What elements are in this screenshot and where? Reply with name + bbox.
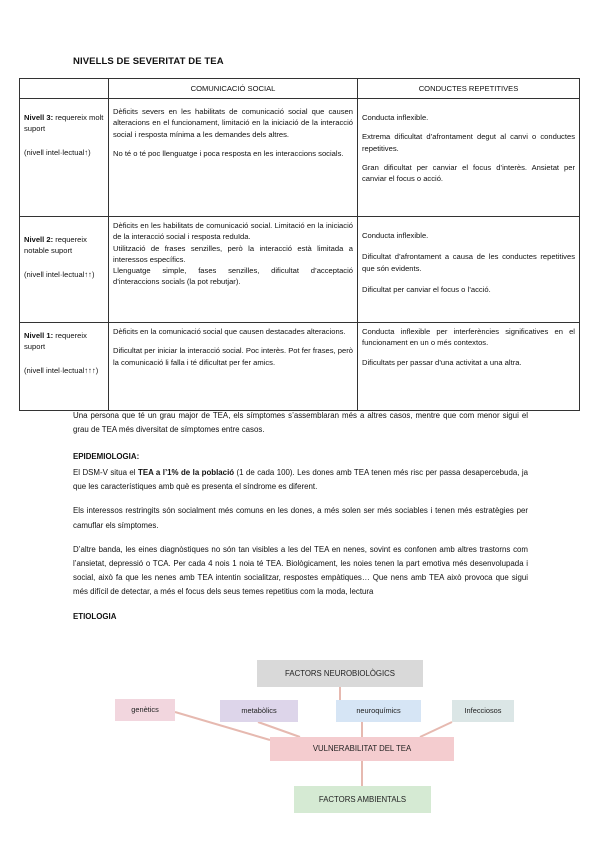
level-note: (nivell intel·lectual↑↑↑) bbox=[24, 365, 99, 375]
epidemiology-paragraph: D’altre banda, les eines diagnòstiques no són tan visibles a les del TEA en nenes, sovint es confonen amb altres trastorns com l’ansietat, depressió o TCA. Per cada 4 nois 1 noia té TEA. Biològicament, les noies tenen la part emotiva més desenvolupada i social, això fa que les nenes amb TEA intentin socialitzar, respostes empàtiques… Que nens amb TEA això provoca que sigui més difícil de detectar, a més el focus dels seus temes repetitius com la moda, lectura bbox=[73, 544, 528, 597]
table-header-social: COMUNICACIÓ SOCIAL bbox=[109, 79, 358, 99]
epidemiology-highlight: TEA a l’1% de la població bbox=[138, 468, 235, 477]
social-text: Dèficits en la comunicació social que causen destacades alteracions. bbox=[113, 327, 346, 337]
level-note: (nivell intel·lectual↑↑) bbox=[24, 269, 95, 279]
factor-genetics-box: genètics bbox=[115, 699, 175, 721]
vulnerability-box: VULNERABILITAT DEL TEA bbox=[270, 737, 454, 761]
intro-text: Una persona que té un grau major de TEA, els símptomes s’assemblaran més a altres casos, mentre que com menor sigui el grau de TEA més diversitat de símptomes entre casos. bbox=[73, 411, 528, 435]
level-name: Nivell 1: bbox=[24, 331, 54, 341]
level-name: Nivell 2: bbox=[24, 235, 54, 245]
repetitive-text: Conducta inflexible. bbox=[362, 231, 429, 241]
repetitive-text: Dificultats per passar d’una activitat a una altra. bbox=[362, 357, 522, 367]
repetitive-text: Dificultat per canviar el focus o l’acció. bbox=[362, 284, 491, 294]
social-text: No té o té poc llenguatge i poca resposta en les interaccions socials. bbox=[113, 148, 344, 158]
level-note: (nivell intel·lectual↑) bbox=[24, 147, 91, 157]
neurobiological-factors-box: FACTORS NEUROBIOLÒGICS bbox=[257, 660, 423, 687]
level-support: requereix notable suport bbox=[24, 235, 87, 256]
social-text: Dèficits en les habilitats de comunicació social. Limitació en la iniciació de la interacció social i resposta reduïda. bbox=[113, 221, 353, 242]
level-support: requereix molt suport bbox=[24, 113, 104, 134]
etiology-heading: ETIOLOGIA bbox=[73, 612, 117, 621]
level-support: requereix suport bbox=[24, 331, 87, 352]
social-text: Utilització de frases senzilles, però la interacció està limitada a interessos específics. bbox=[113, 243, 353, 264]
page-title: NIVELLS DE SEVERITAT DE TEA bbox=[73, 56, 224, 67]
social-text: Dificultat per iniciar la interacció social. Poc interès. Pot fer frases, però la comunicació li falla i té dificultat per fer amics. bbox=[113, 346, 353, 367]
environmental-factors-box: FACTORS AMBIENTALS bbox=[294, 786, 431, 813]
social-text: Llenguatge simple, fases senzilles, dificultat d’acceptació d’interaccions socials (la pot rebutjar). bbox=[113, 266, 353, 287]
epidemiology-heading: EPIDEMIOLOGIA: bbox=[73, 452, 140, 461]
table-header-repetitive: CONDUCTES REPETITIVES bbox=[358, 79, 580, 99]
repetitive-text: Conducta inflexible. bbox=[362, 113, 429, 123]
repetitive-text: Conducta inflexible per interferències significatives en el funcionament en un o més contextos. bbox=[362, 327, 575, 348]
social-text: Dèficits severs en les habilitats de comunicació social que causen alteracions en el funcionament, limitació en la iniciació de la interacció social i resposta mínima a les demandes dels altres. bbox=[113, 107, 353, 139]
connector-line bbox=[420, 722, 452, 737]
repetitive-text: Dificultat d’afrontament a causa de les conductes repetitives que són evidents. bbox=[362, 252, 575, 273]
epidemiology-text: (1 de cada 100). Les dones amb TEA tenen més risc per passa desapercebuda, ja que les característiques amb què es presenta el síndrome es diferent. bbox=[73, 468, 528, 492]
connector-line bbox=[258, 722, 300, 737]
factor-infectious-box: Infecciosos bbox=[452, 700, 514, 722]
repetitive-text: Extrema dificultat d’afrontament degut al canvi o conductes repetitives. bbox=[362, 132, 575, 153]
factor-neurochemical-box: neuroquímics bbox=[336, 700, 421, 722]
epidemiology-paragraph: Els interessos restringits són socialment més comuns en les dones, a més solen ser més sociables i tenen més estratègies per camuflar els símptomes. bbox=[73, 506, 528, 530]
factor-metabolic-box: metabòlics bbox=[220, 700, 298, 722]
repetitive-text: Gran dificultat per canviar el focus d’interès. Ansietat per canviar el focus o acció. bbox=[362, 162, 575, 184]
level-name: Nivell 3: bbox=[24, 113, 54, 123]
epidemiology-text: El DSM-V situa el bbox=[73, 468, 138, 477]
